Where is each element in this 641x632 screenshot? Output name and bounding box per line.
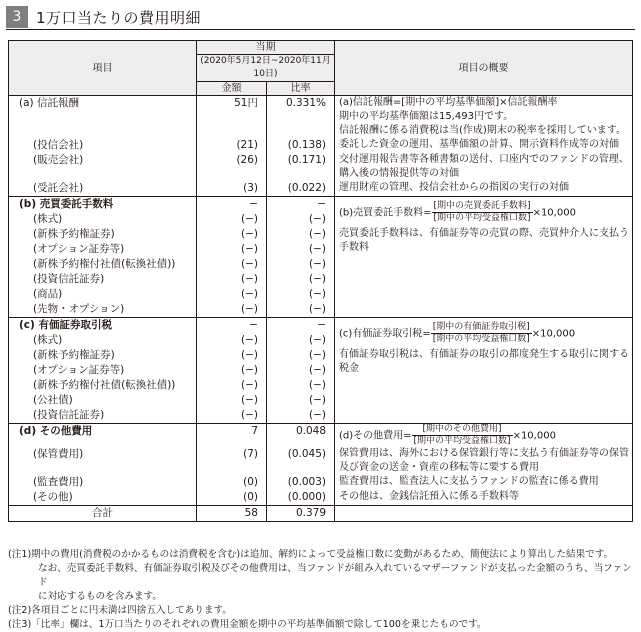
row-d-amount: 7	[197, 424, 267, 448]
row-d1-desc	[335, 447, 633, 475]
row-d1-label: (保管費用)	[9, 447, 197, 475]
row-b4-amount: (−)	[197, 257, 267, 272]
header-amount: 金額	[197, 82, 267, 96]
row-b5-amount: (−)	[197, 272, 267, 287]
row-c5-ratio: (−)	[267, 393, 335, 408]
row-d1-amount: (7)	[197, 447, 267, 475]
row-c2-ratio: (−)	[267, 348, 335, 363]
row-c-desc2: 有価証券取引税は、有価証券の取引の都度発生する取引に関する	[339, 349, 629, 360]
row-c3-ratio: (−)	[267, 363, 335, 378]
row-c6-ratio: (−)	[267, 408, 335, 424]
row-c5-label: (公社債)	[9, 393, 197, 408]
row-d3-ratio: (0.000)	[267, 490, 335, 506]
row-b1-label: (株式)	[9, 212, 197, 227]
note-3: (注3)「比率」欄は、1万口当たりのそれぞれの費用金額を期中の平均基準価額で除して100を乗じたものです。	[8, 619, 487, 630]
row-d2-desc: 監査費用は、監査法人に支払うファンドの監査に係る費用	[335, 475, 633, 490]
cost-table	[8, 40, 633, 522]
row-d1-desc2: 及び資金の送金・資産の移転等に要する費用	[339, 462, 539, 473]
row-c5-amount: (−)	[197, 393, 267, 408]
row-c-formula-suffix: ×10,000	[531, 328, 576, 339]
row-a1-desc: 委託した資金の運用、基準価額の計算、開示資料作成等の対価	[335, 138, 633, 153]
row-b-formula-suffix: ×10,000	[532, 207, 576, 218]
row-b1-ratio: (−)	[267, 212, 335, 227]
row-b-fraction	[432, 201, 533, 224]
row-c6-label: (投資信託証券)	[9, 408, 197, 424]
row-b4-label: (新株予約権付社債(転換社債))	[9, 257, 197, 272]
row-b3-label: (オプション証券等)	[9, 242, 197, 257]
note-2: (注2)各項目ごとに円未満は四捨五入してあります。	[8, 605, 232, 616]
row-b-denominator: [期中の平均受益権口数]	[433, 212, 531, 223]
row-d2-ratio: (0.003)	[267, 475, 335, 490]
row-a2-label: (販売会社)	[9, 153, 197, 181]
row-a3-amount: (3)	[197, 181, 267, 197]
header-overview: 項目の概要	[335, 41, 633, 96]
row-b-ratio: −	[267, 197, 335, 213]
title-underline	[6, 29, 635, 30]
row-b5-label: (投資信託証券)	[9, 272, 197, 287]
row-d-label: (d) その他費用	[9, 424, 197, 448]
row-b-formula	[335, 197, 633, 228]
row-c1-ratio: (−)	[267, 333, 335, 348]
row-a-amount: 51円	[197, 96, 267, 125]
note-1b: なお、売買委託手数料、有価証券取引税及びその他費用は、当ファンドが組み入れているマザーファンドが支払った金額のうち、当ファンド	[38, 563, 632, 588]
header-item: 項目	[9, 41, 197, 96]
row-a-desc1: (a)信託報酬=[期中の平均基準価額]×信託報酬率	[339, 97, 558, 108]
row-a-label: (a) 信託報酬	[9, 96, 197, 125]
row-c-ratio: −	[267, 318, 335, 334]
row-b2-label: (新株予約権証券)	[9, 227, 197, 242]
total-label: 合計	[9, 506, 197, 522]
row-d2-label: (監査費用)	[9, 475, 197, 490]
row-d-formula-suffix: ×10,000	[512, 430, 556, 442]
row-c3-label: (オプション証券等)	[9, 363, 197, 378]
row-b-amount: −	[197, 197, 267, 213]
row-c-desc3: 税金	[339, 363, 359, 374]
row-d3-desc: その他は、金銭信託預入に係る手数料等	[335, 490, 633, 506]
row-b2-ratio: (−)	[267, 227, 335, 242]
row-a2-amount: (26)	[197, 153, 267, 181]
header-ratio: 比率	[267, 82, 335, 96]
row-c3-amount: (−)	[197, 363, 267, 378]
row-c-amount: −	[197, 318, 267, 334]
footnotes	[8, 548, 636, 632]
row-b1-amount: (−)	[197, 212, 267, 227]
row-c4-label: (新株予約権付社債(転換社債))	[9, 378, 197, 393]
row-c-label: (c) 有価証券取引税	[9, 318, 197, 334]
row-c1-amount: (−)	[197, 333, 267, 348]
row-b-formula-prefix: (b)売買委託手数料=	[339, 207, 432, 218]
row-a2-desc	[335, 153, 633, 181]
note-1c: に対応するものを含みます。	[38, 591, 162, 602]
row-c-numerator: [期中の有価証券取引税]	[432, 321, 530, 332]
note-1: (注1)期中の費用(消費税のかかるものは消費税を含む)は追加、解約によって受益権口数に変動があるため、簡便法により算出した結果です。	[8, 549, 614, 560]
row-c1-label: (株式)	[9, 333, 197, 348]
row-c-formula	[335, 318, 633, 349]
section-number: 3	[6, 6, 28, 28]
row-b2-amount: (−)	[197, 227, 267, 242]
row-c2-amount: (−)	[197, 348, 267, 363]
row-b-label: (b) 売買委託手数料	[9, 197, 197, 213]
row-c2-label: (新株予約権証券)	[9, 348, 197, 363]
row-a3-desc: 運用財産の管理、投信会社からの指図の実行の対価	[335, 181, 633, 197]
row-b6-amount: (−)	[197, 287, 267, 302]
row-b5-ratio: (−)	[267, 272, 335, 287]
total-amount: 58	[197, 506, 267, 522]
section-title	[6, 6, 201, 28]
row-b-numerator: [期中の売買委託手数料]	[433, 200, 531, 211]
row-c4-ratio: (−)	[267, 378, 335, 393]
row-b4-ratio: (−)	[267, 257, 335, 272]
row-a2-desc2: 購入後の情報提供等の対価	[339, 168, 459, 179]
row-d-formula	[335, 424, 633, 448]
row-c-desc	[335, 348, 633, 378]
section-title-text: 1万口当たりの費用明細	[36, 8, 202, 27]
row-d-numerator: [期中のその他費用]	[412, 424, 513, 436]
row-d-fraction	[412, 424, 513, 447]
row-d3-amount: (0)	[197, 490, 267, 506]
row-b3-amount: (−)	[197, 242, 267, 257]
row-d1-desc1: 保管費用は、海外における保管銀行等に支払う有価証券等の保管	[339, 448, 629, 459]
row-c-denominator: [期中の平均受益権口数]	[432, 333, 530, 344]
header-period: 当期	[197, 41, 335, 55]
row-c4-amount: (−)	[197, 378, 267, 393]
row-a2-ratio: (0.171)	[267, 153, 335, 181]
row-a-desc	[335, 96, 633, 125]
row-a-desc2: 期中の平均基準価額は15,493円です。	[339, 111, 514, 122]
row-d-denominator: [期中の平均受益権口数]	[413, 436, 511, 446]
row-a3-ratio: (0.022)	[267, 181, 335, 197]
row-b7-label: (先物・オプション)	[9, 302, 197, 318]
row-a3-label: (受託会社)	[9, 181, 197, 197]
row-d1-ratio: (0.045)	[267, 447, 335, 475]
row-b6-label: (商品)	[9, 287, 197, 302]
row-b7-ratio: (−)	[267, 302, 335, 318]
row-c6-amount: (−)	[197, 408, 267, 424]
total-ratio: 0.379	[267, 506, 335, 522]
row-a2-desc1: 交付運用報告書等各種書類の送付、口座内でのファンドの管理、	[339, 154, 629, 165]
row-a-ratio: 0.331%	[267, 96, 335, 125]
row-a-desc3: 信託報酬に係る消費税は当(作成)期末の税率を採用しています。	[335, 124, 633, 138]
row-d2-amount: (0)	[197, 475, 267, 490]
row-d-formula-prefix: (d)その他費用=	[339, 430, 412, 442]
row-a1-ratio: (0.138)	[267, 138, 335, 153]
row-a1-label: (投信会社)	[9, 138, 197, 153]
row-a1-amount: (21)	[197, 138, 267, 153]
row-b-desc: 売買委託手数料は、有価証券等の売買の際、売買仲介人に支払う手数料	[335, 227, 633, 257]
row-c-formula-prefix: (c)有価証券取引税=	[339, 328, 431, 339]
row-b3-ratio: (−)	[267, 242, 335, 257]
header-period-range: (2020年5月12日~2020年11月10日)	[197, 55, 335, 82]
row-b6-ratio: (−)	[267, 287, 335, 302]
row-d3-label: (その他)	[9, 490, 197, 506]
row-c-fraction	[431, 322, 532, 345]
row-b7-amount: (−)	[197, 302, 267, 318]
row-d-ratio: 0.048	[267, 424, 335, 448]
